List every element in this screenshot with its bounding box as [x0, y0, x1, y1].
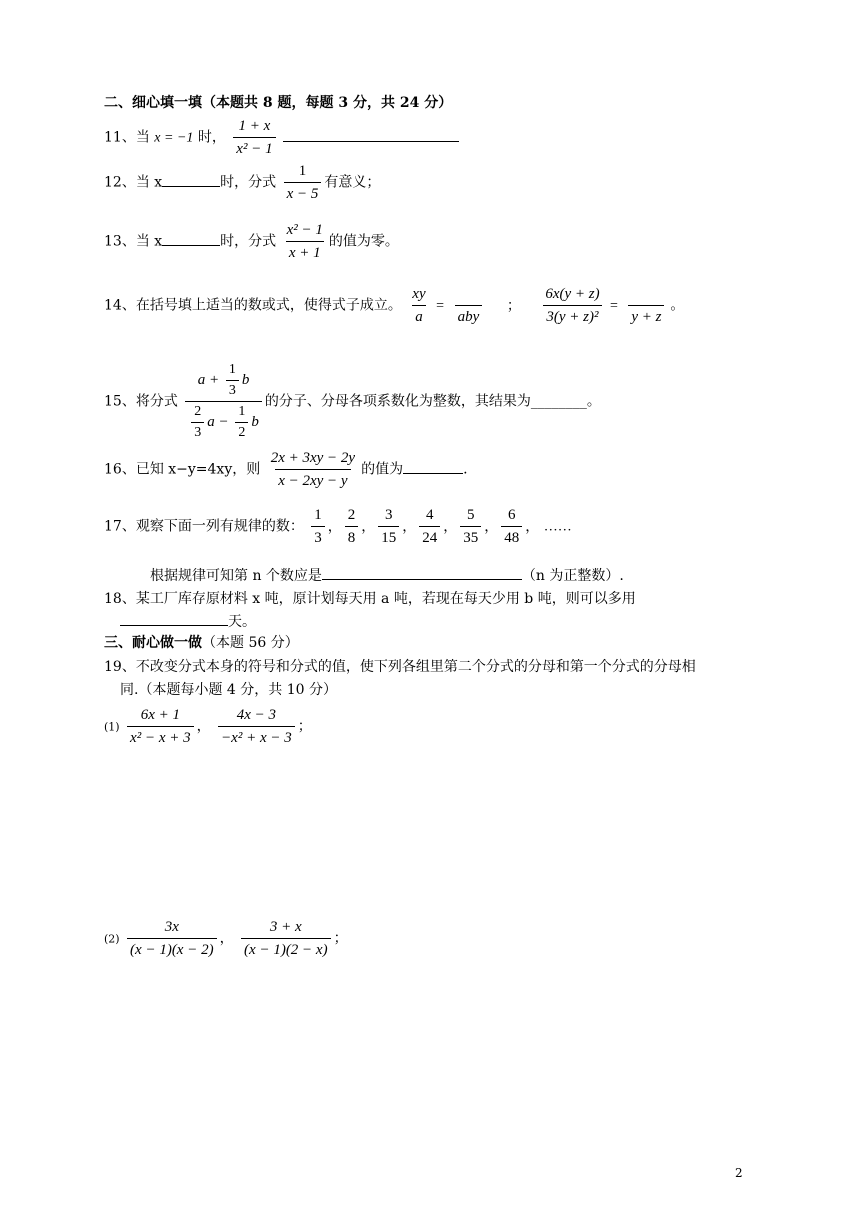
q17-answer-blank	[322, 565, 522, 580]
q19-part-2: (2) $\frac{3x}{(x - 1)(x - 2)}$ ， $\frac{3 + x}{(x - 1)(2 - x)}$ ；	[104, 919, 348, 958]
q18-answer-blank	[120, 611, 228, 626]
q14-fraction-4: y + z	[625, 285, 667, 326]
question-17: 17、观察下面一列有规律的数： $\frac{1}{3}$ ， $\frac{2}{8}$ ， $\frac{3}{15}$ ， $\frac{4}{24}$ ， $\frac{5}{35}$ ， $\frac{6}{48}$ ， ……	[104, 507, 572, 546]
question-13: 13、当 x 时，分式 $\frac{\text{x² − 1}}{x + 1}$ 的值为零。	[104, 222, 399, 261]
q17-fraction: $\frac{3}{15}$	[378, 506, 399, 547]
q19-part-1: (1) $\frac{6x + 1}{\text{x² − x + 3}}$ ， $\frac{4x - 3}{\text{−x² + x − 3}}$ ；	[104, 707, 312, 746]
question-16: 16、已知 x−y=4xy，则 $\frac{2x + 3xy - 2y}{x - 2xy - y}$ 的值为 .	[104, 450, 468, 489]
question-18: 18、某工厂库存原材料 x 吨，原计划每天用 a 吨，若现在每天少用 b 吨，则可以多用	[104, 591, 636, 607]
q14-fraction-1: $\frac{xy}{a}$	[412, 286, 426, 325]
q17-fraction: $\frac{4}{24}$	[419, 506, 440, 547]
q12-fraction: $\frac{1}{x - 5}$	[284, 162, 322, 203]
q14-fraction-2: aby	[451, 285, 485, 326]
question-19-line-2: 同.（本题每小题 4 分，共 10 分）	[120, 682, 337, 698]
q17-sequence: $\frac{1}{3}$ ， $\frac{2}{8}$ ， $\frac{3}{15}$ ， $\frac{4}{24}$ ， $\frac{5}{35}$ ， $\frac{6}{48}$ ，	[308, 519, 539, 535]
q16-fraction: $\frac{2x + 3xy - 2y}{x - 2xy - y}$	[270, 450, 356, 489]
page-number: 2	[735, 1166, 743, 1180]
q17-fraction: $\frac{6}{48}$	[501, 506, 522, 547]
question-17-line-2: 根据规律可知第 n 个数应是 （n 为正整数）.	[150, 565, 624, 586]
q11-condition: x = −1	[154, 130, 194, 146]
q12-answer-blank	[162, 172, 220, 187]
q15-compound-fraction: a + $\frac{1}{3}$ b $\frac{2}{3}$ a − $\frac{1}{2}$ b	[185, 362, 262, 441]
question-19: 19、不改变分式本身的符号和分式的值，使下列各组里第二个分式的分母和第一个分式的分母相	[104, 659, 696, 675]
q13-fraction: $\frac{\text{x² − 1}}{x + 1}$	[286, 222, 323, 261]
section-3-title: 三、耐心做一做（本题 56 分）	[104, 635, 299, 651]
q17-fraction: $\frac{2}{8}$	[345, 506, 359, 547]
q13-answer-blank	[162, 231, 220, 246]
q14-fraction-3: $\frac{6x(y + z)}{\text{3(y + z)²}}$	[545, 286, 600, 325]
question-15: 15、将分式 a + $\frac{1}{3}$ b $\frac{2}{3}$ a − $\frac{1}{2}$ b 的分子、分母各项系数化为整数，其结果为________。	[104, 362, 601, 440]
section-2-title: 二、细心填一填（本题共 8 题，每题 3 分，共 24 分）	[104, 95, 453, 111]
q16-answer-blank	[403, 459, 463, 474]
q17-fraction: $\frac{5}{35}$	[460, 506, 481, 547]
question-18-line-2: 天。	[120, 611, 256, 632]
q11-answer-blank	[283, 127, 459, 142]
question-14: 14、在括号填上适当的数或式，使得式子成立。 $\frac{xy}{a}$ = aby ； $\frac{6x(y + z)}{\text{3(y + z)²}}$ = y + z 。	[104, 286, 685, 325]
question-12: 12、当 x 时，分式 $\frac{1}{x - 5}$ 有意义；	[104, 163, 381, 202]
q11-fraction: $\frac{1 + x}{\text{x² − 1}}$	[233, 117, 275, 158]
question-11: 11、当 x = −1 时， $\frac{1 + x}{\text{x² − 1}}$	[104, 117, 459, 158]
q17-fraction: $\frac{1}{3}$	[311, 506, 325, 547]
